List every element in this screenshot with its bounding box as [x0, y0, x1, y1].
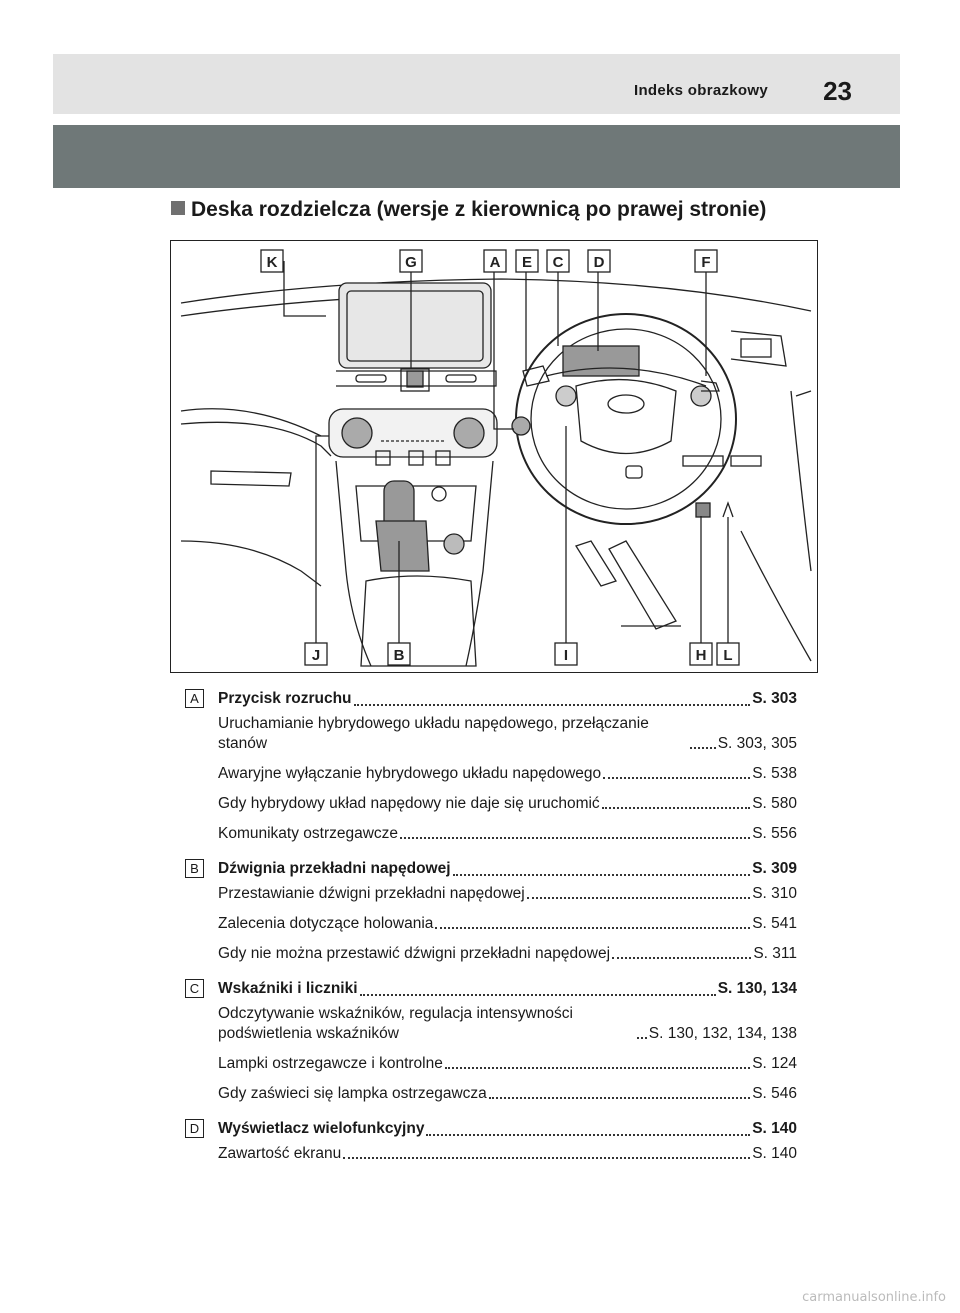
dot-leader	[602, 806, 751, 809]
sub-entry	[185, 1004, 797, 1044]
dot-leader	[343, 1156, 750, 1159]
chapter-band	[53, 125, 900, 188]
page-ref: S. 546	[752, 1085, 797, 1102]
sub-entry	[185, 794, 797, 814]
label-g: G	[405, 254, 417, 271]
page-number: 23	[823, 76, 852, 106]
sub-entry	[185, 764, 797, 784]
label-f: F	[701, 254, 711, 271]
letter-badge: B	[185, 859, 204, 878]
entry-title-row	[185, 854, 797, 884]
page-ref: S. 310	[752, 885, 797, 902]
entry-title-row	[185, 684, 797, 714]
letter-badge: D	[185, 1119, 204, 1138]
sub-entry-text: Uruchamianie hybrydowego układu napędowego, przełączanie stanów	[218, 715, 649, 752]
square-bullet-icon	[171, 201, 185, 215]
entry-title-row	[185, 974, 797, 1004]
sub-entry	[185, 1144, 797, 1164]
sub-entry-text: Lampki ostrzegawcze i kontrolne	[218, 1055, 443, 1072]
page-ref: S. 538	[752, 765, 797, 782]
dot-leader	[489, 1096, 750, 1099]
entry-title: Wyświetlacz wielofunkcyjny	[218, 1120, 425, 1137]
index-entries	[185, 684, 797, 1174]
label-j: J	[311, 647, 321, 664]
page-ref: S. 580	[752, 795, 797, 812]
entry-d	[185, 1114, 797, 1164]
page-ref: S. 124	[752, 1055, 797, 1072]
label-l: L	[723, 647, 733, 664]
dot-leader	[435, 926, 750, 929]
page-ref: S. 140	[752, 1145, 797, 1162]
page-ref: S. 309	[752, 860, 797, 877]
letter-badge: C	[185, 979, 204, 998]
sub-entry-text: Odczytywanie wskaźników, regulacja intensywności podświetlenia wskaźników	[218, 1005, 573, 1042]
label-k: K	[266, 254, 278, 271]
sub-entry	[185, 944, 797, 964]
sub-entry	[185, 824, 797, 844]
page-ref: S. 303	[752, 690, 797, 707]
label-i: I	[563, 647, 569, 664]
label-b: B	[393, 647, 405, 664]
label-h: H	[695, 647, 707, 664]
page-ref: S. 303, 305	[717, 735, 797, 752]
dot-leader	[612, 956, 751, 959]
sub-entry-text: Zalecenia dotyczące holowania	[218, 915, 434, 932]
sub-entry-text: Zawartość ekranu	[218, 1145, 342, 1162]
sub-entry-text: Gdy nie można przestawić dźwigni przekładni napędowej	[218, 945, 611, 962]
label-d: D	[593, 254, 605, 271]
dot-leader	[603, 776, 750, 779]
label-a: A	[489, 254, 501, 271]
dot-leader	[527, 896, 750, 899]
dot-leader	[400, 836, 750, 839]
entry-title: Dźwignia przekładni napędowej	[218, 860, 451, 877]
entry-title-row	[185, 1114, 797, 1144]
letter-badge: A	[185, 689, 204, 708]
dot-leader	[690, 746, 716, 749]
dot-leader	[360, 993, 716, 996]
section-title	[171, 198, 766, 222]
entry-b	[185, 854, 797, 964]
dot-leader	[354, 703, 751, 706]
section-title-text: Deska rozdzielcza (wersje z kierownicą po prawej stronie)	[191, 198, 767, 221]
sub-entry	[185, 714, 797, 754]
page-ref: S. 556	[752, 825, 797, 842]
sub-entry-text: Przestawianie dźwigni przekładni napędowej	[218, 885, 525, 902]
sub-entry	[185, 914, 797, 934]
sub-entry-text: Gdy hybrydowy układ napędowy nie daje się uruchomić	[218, 795, 600, 812]
sub-entry	[185, 884, 797, 904]
header-band	[53, 54, 900, 114]
watermark: carmanualsonline.info	[802, 1290, 946, 1305]
page-ref: S. 140	[752, 1120, 797, 1137]
label-c: C	[552, 254, 564, 271]
label-e: E	[521, 254, 533, 271]
dot-leader	[453, 873, 751, 876]
sub-entry	[185, 1054, 797, 1074]
dot-leader	[637, 1036, 647, 1039]
page-ref: S. 130, 132, 134, 138	[648, 1025, 797, 1042]
dashboard-illustration	[170, 240, 818, 673]
sub-entry-text: Gdy zaświeci się lampka ostrzegawcza	[218, 1085, 487, 1102]
section-name: Indeks obrazkowy	[633, 82, 768, 99]
page-ref: S. 130, 134	[717, 980, 797, 997]
page-ref: S. 311	[753, 945, 797, 962]
entry-title: Przycisk rozruchu	[218, 690, 352, 707]
dot-leader	[426, 1133, 750, 1136]
sub-entry-text: Awaryjne wyłączanie hybrydowego układu napędowego	[218, 765, 602, 782]
page-ref: S. 541	[752, 915, 797, 932]
entry-title: Wskaźniki i liczniki	[218, 980, 358, 997]
dot-leader	[445, 1066, 750, 1069]
entry-c	[185, 974, 797, 1104]
entry-a	[185, 684, 797, 844]
sub-entry-text: Komunikaty ostrzegawcze	[218, 825, 399, 842]
sub-entry	[185, 1084, 797, 1104]
